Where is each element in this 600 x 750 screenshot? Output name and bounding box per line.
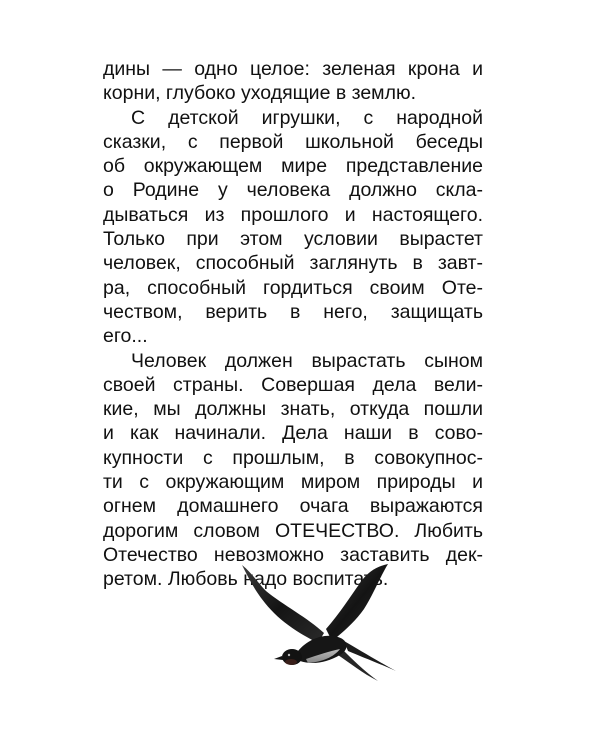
text-line: ра, способный гордиться своим Оте-	[103, 276, 483, 299]
text-line: и как начинали. Дела наши в сово-	[103, 422, 483, 445]
text-line: о Родине у человека должно скла-	[103, 179, 483, 202]
text-line: дорогим словом ОТЕЧЕСТВО. Любить	[103, 519, 483, 542]
text-line: Отечество невозможно заставить дек-	[103, 543, 483, 566]
text-line: чеством, верить в него, защищать	[103, 300, 483, 323]
text-line: ретом. Любовь надо воспитать.	[103, 568, 389, 591]
text-line: огнем домашнего очага выражаются	[103, 495, 483, 518]
text-line: дываться из прошлого и настоящего.	[103, 203, 483, 226]
text-line: своей страны. Совершая дела вели-	[103, 373, 483, 396]
text-line: ти с окружающим миром природы и	[103, 471, 483, 494]
text-line: Человек должен вырастать сыном	[131, 349, 483, 372]
text-line: Только при этом условии вырастет	[103, 228, 483, 251]
text-line: корни, глубоко уходящие в землю.	[103, 82, 416, 105]
text-line: дины — одно целое: зеленая крона и	[103, 58, 483, 80]
text-line: кие, мы должны знать, откуда пошли	[103, 398, 483, 421]
text-line: купности с прошлым, в совокупнос-	[103, 446, 483, 469]
text-line: человек, способный заглянуть в завт-	[103, 252, 483, 275]
swallow-bird-icon	[228, 563, 398, 683]
text-line: его...	[103, 325, 148, 348]
text-line: сказки, с первой школьной беседы	[103, 130, 483, 153]
body-text	[103, 57, 483, 592]
text-line: об окружающем мире представление	[103, 155, 483, 178]
text-line: С детской игрушки, с народной	[131, 106, 483, 129]
